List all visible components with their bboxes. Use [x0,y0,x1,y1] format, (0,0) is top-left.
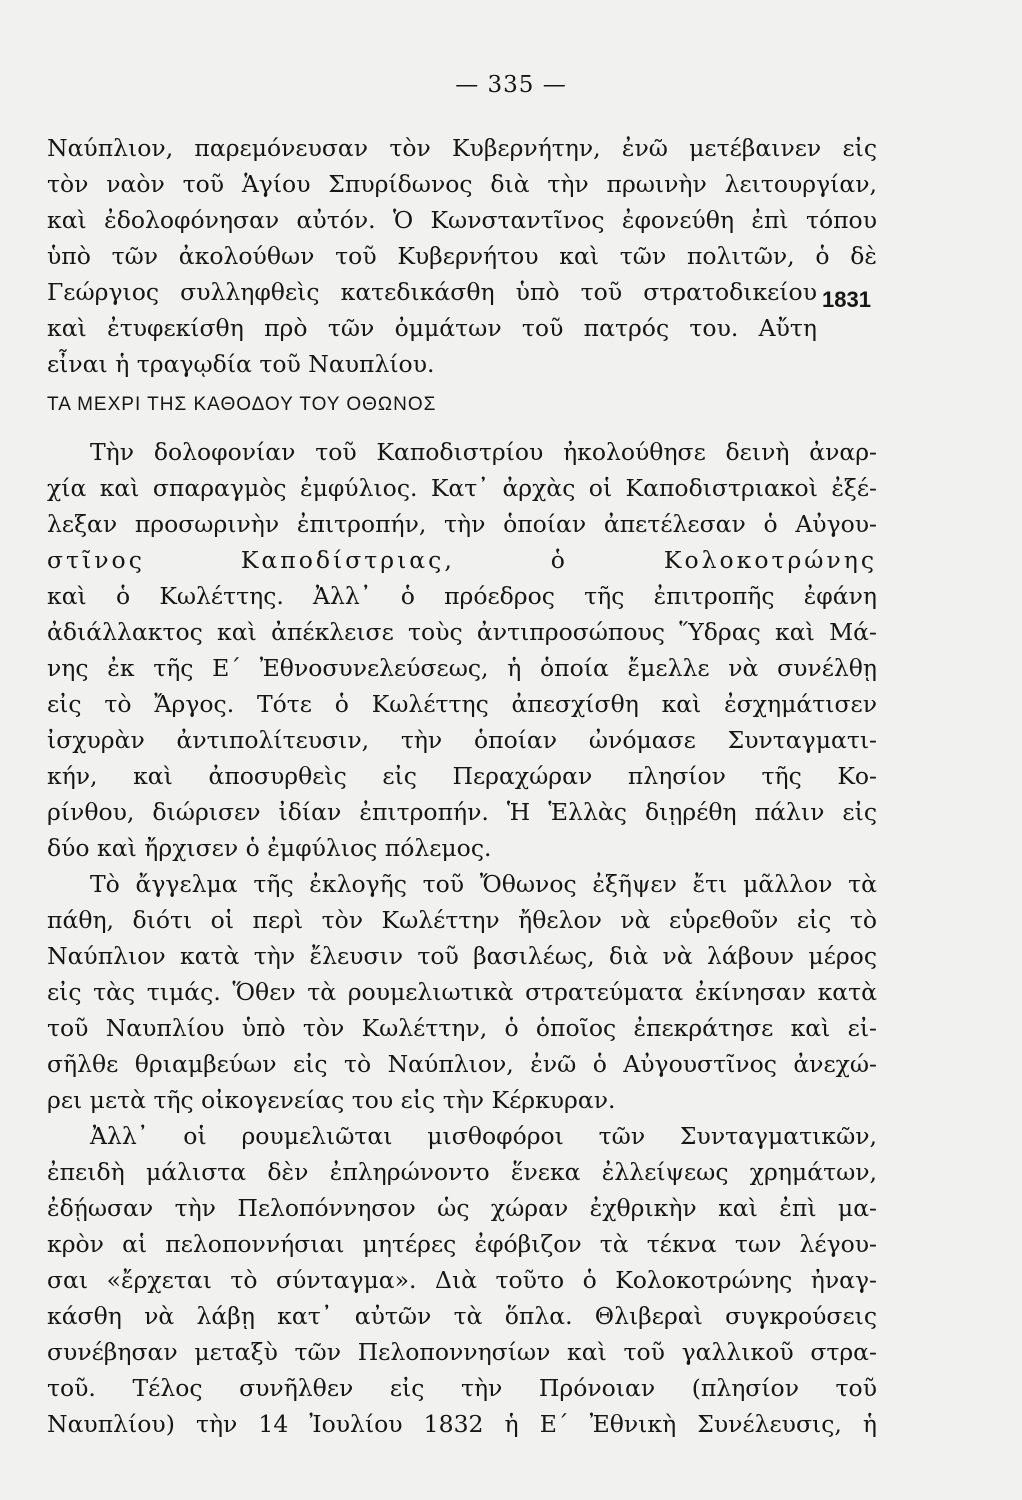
text-line: Ναύπλιον, παρεμόνευσαν τὸν Κυβερνήτην, ἐνῶ μετέβαινεν εἰς [47,134,877,162]
text-line: σῆλθε θριαμβεύων εἰς τὸ Ναύπλιον, ἐνῶ ὁ Αὐγουστῖνος ἀνεχώ- [47,1050,877,1078]
text-line: πάθη, διότι οἱ περὶ τὸν Κωλέττην ἤθελον νὰ εὑρεθοῦν εἰς τὸ [47,906,877,934]
text-line: ἀδιάλλακτος καὶ ἀπέκλεισε τοὺς ἀντιπροσώπους Ὕδρας καὶ Μά- [47,618,877,646]
text-line: καὶ ὁ Κωλέττης. Ἀλλ᾽ ὁ πρόεδρος τῆς ἐπιτροπῆς ἐφάνη [47,582,877,610]
text-line: ἰσχυρὰν ἀντιπολίτευσιν, τὴν ὁποίαν ὠνόμασε Συνταγματι- [47,726,877,754]
text-line: χία καὶ σπαραγμὸς ἐμφύλιος. Κατ᾽ ἀρχὰς οἱ Καποδιστριακοὶ ἐξέ- [47,474,877,502]
text-line: τὸν ναὸν τοῦ Ἁγίου Σπυρίδωνος διὰ τὴν πρωινὴν λειτουργίαν, [47,170,877,198]
text-line: ρίνθου, διώρισεν ἰδίαν ἐπιτροπήν. Ἡ Ἑλλὰς διῃρέθη πάλιν εἰς [47,798,877,826]
text-line: λεξαν προσωρινὴν ἐπιτροπήν, τὴν ὁποίαν ἀπετέλεσαν ὁ Αὐγου- [47,510,877,538]
text-line: συνέβησαν μεταξὺ τῶν Πελοποννησίων καὶ τοῦ γαλλικοῦ στρα- [47,1338,877,1366]
text-line: στῖνος Καποδίστριας, ὁ Κολοκοτρώνης [47,546,877,574]
text-line: εἰς τὰς τιμάς. Ὅθεν τὰ ρουμελιωτικὰ στρατεύματα ἐκίνησαν κατὰ [47,978,877,1006]
text-line: εἰς τὸ Ἄργος. Τότε ὁ Κωλέττης ἀπεσχίσθη καὶ ἐσχημάτισεν [47,690,877,718]
text-line: δύο καὶ ἤρχισεν ὁ ἐμφύλιος πόλεμος. [47,834,492,862]
text-line: τοῦ. Τέλος συνῆλθεν εἰς τὴν Πρόνοιαν (πλησίον τοῦ [47,1374,877,1402]
text-line: σαι «ἔρχεται τὸ σύνταγμα». Διὰ τοῦτο ὁ Κολοκοτρώνης ἠναγ- [47,1266,877,1294]
text-line: τοῦ Ναυπλίου ὑπὸ τὸν Κωλέττην, ὁ ὁποῖος ἐπεκράτησε καὶ εἰ- [47,1014,877,1042]
text-line: εἶναι ἡ τραγῳδία τοῦ Ναυπλίου. [47,350,435,378]
text-line: Ναυπλίου) τὴν 14 Ἰουλίου 1832 ἡ Ε΄ Ἐθνικὴ Συνέλευσις, ἡ [47,1410,877,1438]
section-heading: ΤΑ ΜΕΧΡΙ ΤΗΣ ΚΑΘΟΔΟΥ ΤΟΥ ΟΘΩΝΟΣ [47,394,437,415]
text-line: κήν, καὶ ἀποσυρθεὶς εἰς Περαχώραν πλησίον τῆς Κο- [47,762,877,790]
text-line: ὑπὸ τῶν ἀκολούθων τοῦ Κυβερνήτου καὶ τῶν πολιτῶν, ὁ δὲ [47,242,877,270]
text-line: ρει μετὰ τῆς οἰκογενείας του εἰς τὴν Κέρκυραν. [47,1086,616,1114]
text-line: καὶ ἐδολοφόνησαν αὐτόν. Ὁ Κωνσταντῖνος ἐφονεύθη ἐπὶ τόπου [47,206,877,234]
margin-year-note: 1831 [822,287,871,312]
text-line: νης ἐκ τῆς Ε΄ Ἐθνοσυνελεύσεως, ἡ ὁποία ἔμελλε νὰ συνέλθῃ [47,654,877,682]
text-line: κάσθη νὰ λάβῃ κατ᾽ αὐτῶν τὰ ὅπλα. Θλιβεραὶ συγκρούσεις [47,1302,877,1330]
text-line: Γεώργιος συλληφθεὶς κατεδικάσθη ὑπὸ τοῦ στρατοδικείου [47,278,817,306]
text-line: Τὴν δολοφονίαν τοῦ Καποδιστρίου ἠκολούθησε δεινὴ ἀναρ- [90,438,877,466]
text-line: Ἀλλ᾽ οἱ ρουμελιῶται μισθοφόροι τῶν Συνταγματικῶν, [90,1122,877,1150]
text-line: ἐπειδὴ μάλιστα δὲν ἐπληρώνοντο ἕνεκα ἐλλείψεως χρημάτων, [47,1158,877,1186]
text-line: καὶ ἐτυφεκίσθη πρὸ τῶν ὀμμάτων τοῦ πατρός του. Αὔτη [47,314,817,342]
text-line: Ναύπλιον κατὰ τὴν ἔλευσιν τοῦ βασιλέως, διὰ νὰ λάβουν μέρος [47,942,877,970]
page-number: — 335 — [455,72,567,98]
text-line: ἐδῄωσαν τὴν Πελοπόννησον ὡς χώραν ἐχθρικὴν καὶ ἐπὶ μα- [47,1194,877,1222]
text-line: Τὸ ἄγγελμα τῆς ἐκλογῆς τοῦ Ὄθωνος ἐξῆψεν ἔτι μᾶλλον τὰ [90,870,877,898]
text-line: κρὸν αἱ πελοποννήσιαι μητέρες ἐφόβιζον τὰ τέκνα των λέγου- [47,1230,877,1258]
